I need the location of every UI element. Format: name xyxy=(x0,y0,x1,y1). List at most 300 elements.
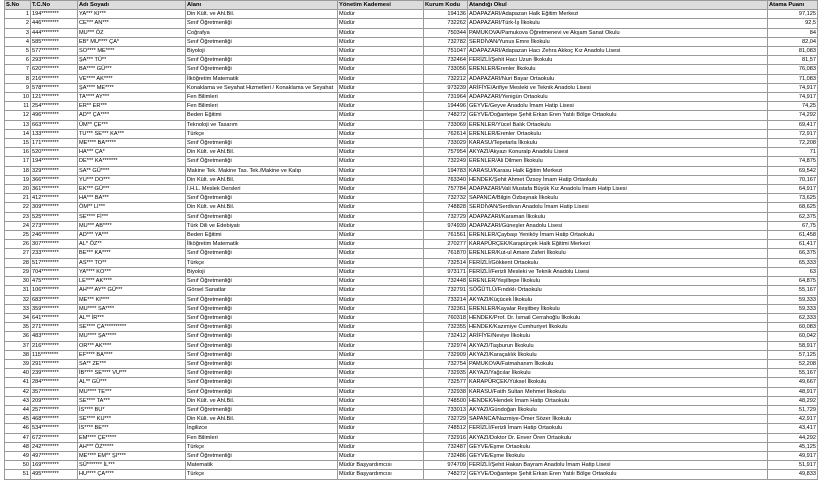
cell-assigned-school: AKYAZI/Akyazı Konuralp Anadolu Lisesi xyxy=(468,148,768,157)
cell-score: 68,625 xyxy=(768,203,818,212)
cell-tcno: 216******** xyxy=(31,74,78,83)
cell-institution-code: 732361 xyxy=(424,304,468,313)
cell-institution-code: 732916 xyxy=(424,433,468,442)
cell-assigned-school: FERİZLİ/Gökkent Ortaokulu xyxy=(468,258,768,267)
table-row xyxy=(5,203,818,212)
cell-name: SE**** Fİ*** xyxy=(78,212,186,221)
cell-score: 62,333 xyxy=(768,313,818,322)
cell-field: Sınıf Öğretmenliği xyxy=(186,323,338,332)
cell-score: 64,917 xyxy=(768,185,818,194)
header-name: Adı Soyadı xyxy=(78,1,186,10)
cell-sno: 6 xyxy=(5,56,31,65)
cell-role: Müdür xyxy=(338,304,424,313)
cell-institution-code: 763340 xyxy=(424,175,468,184)
table-row xyxy=(5,19,818,28)
cell-role: Müdür xyxy=(338,415,424,424)
cell-tcno: 366******** xyxy=(31,175,78,184)
cell-institution-code: 194783 xyxy=(424,166,468,175)
cell-field: Sınıf Öğretmenliği xyxy=(186,249,338,258)
cell-role: Müdür xyxy=(338,267,424,276)
cell-score: 59,333 xyxy=(768,304,818,313)
cell-assigned-school: KARASU/Tepetarla İlkokulu xyxy=(468,139,768,148)
cell-score: 49,833 xyxy=(768,470,818,479)
table-row xyxy=(5,175,818,184)
table-row xyxy=(5,424,818,433)
cell-assigned-school: HENDEK/Kazımiye Cumhuriyet İlkokulu xyxy=(468,323,768,332)
cell-name: SA** GÜ**** xyxy=(78,166,186,175)
table-row xyxy=(5,37,818,46)
cell-field: İngilizce xyxy=(186,424,338,433)
cell-institution-code: 762614 xyxy=(424,129,468,138)
cell-sno: 31 xyxy=(5,286,31,295)
table-row xyxy=(5,359,818,368)
cell-sno: 12 xyxy=(5,111,31,120)
cell-name: MU*** ÖZ xyxy=(78,28,186,37)
appointment-table xyxy=(4,0,818,480)
cell-sno: 41 xyxy=(5,378,31,387)
cell-role: Müdür xyxy=(338,65,424,74)
cell-assigned-school: ADAPAZARI/Vali Mustafa Büyük Kız Anadolu İmam Hatip Lisesi xyxy=(468,185,768,194)
cell-tcno: 497******** xyxy=(31,451,78,460)
cell-name: MU**** ŞA***** xyxy=(78,332,186,341)
cell-field: Görsel Sanatlar xyxy=(186,286,338,295)
cell-name: VE**** AK**** xyxy=(78,74,186,83)
header-sno: S.No xyxy=(5,1,31,10)
cell-name: HU**** ÇA**** xyxy=(78,470,186,479)
table-row xyxy=(5,405,818,414)
cell-institution-code: 732412 xyxy=(424,332,468,341)
cell-assigned-school: ERENLER/Ali Dilmen İlkokulu xyxy=(468,157,768,166)
cell-score: 67,75 xyxy=(768,221,818,230)
cell-name: AL** GÜ*** xyxy=(78,378,186,387)
cell-sno: 1 xyxy=(5,10,31,19)
table-row xyxy=(5,93,818,102)
cell-sno: 49 xyxy=(5,451,31,460)
cell-sno: 7 xyxy=(5,65,31,74)
cell-sno: 25 xyxy=(5,231,31,240)
cell-score: 81,57 xyxy=(768,56,818,65)
cell-sno: 22 xyxy=(5,203,31,212)
cell-name: MU**** SA**** xyxy=(78,304,186,313)
cell-field: Sınıf Öğretmenliği xyxy=(186,332,338,341)
cell-assigned-school: GEYVE/Doğantepe Şehit Erkan Eren Yatılı Bölge Ortaokulu xyxy=(468,111,768,120)
cell-name: AD** ÇA**** xyxy=(78,111,186,120)
cell-sno: 48 xyxy=(5,442,31,451)
cell-sno: 30 xyxy=(5,277,31,286)
cell-name: CE*** AN*** xyxy=(78,19,186,28)
cell-score: 81,083 xyxy=(768,47,818,56)
cell-score: 61,458 xyxy=(768,231,818,240)
cell-score: 60,042 xyxy=(768,332,818,341)
cell-assigned-school: AKYAZI/Gündoğan İlkokulu xyxy=(468,405,768,414)
cell-field: Din Kült. ve Ahl.Bil. xyxy=(186,203,338,212)
table-row xyxy=(5,323,818,332)
cell-name: AL* ÖZ** xyxy=(78,240,186,249)
cell-institution-code: 733069 xyxy=(424,120,468,129)
cell-score: 74,25 xyxy=(768,102,818,111)
cell-sno: 10 xyxy=(5,93,31,102)
cell-assigned-school: GEYVE/Doğantepe Şehit Erkan Eren Yatılı Bölge Ortaokulu xyxy=(468,470,768,479)
table-row xyxy=(5,166,818,175)
cell-tcno: 284******** xyxy=(31,378,78,387)
cell-sno: 43 xyxy=(5,396,31,405)
cell-score: 97,125 xyxy=(768,10,818,19)
cell-name: YA**** KO*** xyxy=(78,267,186,276)
cell-sno: 13 xyxy=(5,120,31,129)
cell-institution-code: 270277 xyxy=(424,240,468,249)
cell-role: Müdür xyxy=(338,240,424,249)
cell-role: Müdür xyxy=(338,221,424,230)
table-row xyxy=(5,194,818,203)
cell-field: Din Kült. ve Ahl.Bil. xyxy=(186,148,338,157)
cell-role: Müdür xyxy=(338,102,424,111)
cell-name: İB**** SE**** VU*** xyxy=(78,369,186,378)
cell-tcno: 133******** xyxy=(31,129,78,138)
cell-institution-code: 974709 xyxy=(424,461,468,470)
cell-field: Din Kült. ve Ahl.Bil. xyxy=(186,415,338,424)
cell-sno: 47 xyxy=(5,433,31,442)
table-row xyxy=(5,286,818,295)
cell-score: 70,167 xyxy=(768,175,818,184)
cell-sno: 44 xyxy=(5,405,31,414)
cell-role: Müdür Başyardımcısı xyxy=(338,470,424,479)
cell-role: Müdür xyxy=(338,433,424,442)
cell-sno: 50 xyxy=(5,461,31,470)
cell-tcno: 641******** xyxy=(31,313,78,322)
cell-field: Sınıf Öğretmenliği xyxy=(186,369,338,378)
cell-role: Müdür xyxy=(338,350,424,359)
cell-assigned-school: SÖĞÜTLÜ/Fındıklı Ortaokulu xyxy=(468,286,768,295)
cell-name: EM**** ÇE***** xyxy=(78,433,186,442)
cell-name: AH*** ÖZ***** xyxy=(78,442,186,451)
cell-sno: 15 xyxy=(5,139,31,148)
table-row xyxy=(5,267,818,276)
cell-tcno: 672******** xyxy=(31,433,78,442)
cell-sno: 29 xyxy=(5,267,31,276)
table-row xyxy=(5,387,818,396)
cell-institution-code: 751047 xyxy=(424,47,468,56)
cell-assigned-school: HENDEK/Şehit Ahmet Özsoy İmam Hatip Ortaokulu xyxy=(468,175,768,184)
cell-assigned-school: AKYAZI/Doktor Dr. Enver Ören Ortaokulu xyxy=(468,433,768,442)
cell-role: Müdür xyxy=(338,194,424,203)
cell-tcno: 254******** xyxy=(31,102,78,111)
cell-field: Sınıf Öğretmenliği xyxy=(186,194,338,203)
cell-role: Müdür xyxy=(338,332,424,341)
table-row xyxy=(5,111,818,120)
cell-field: Makine Tek. Makine Tas. Tek./Makine ve Kalıp xyxy=(186,166,338,175)
cell-score: 76,083 xyxy=(768,65,818,74)
cell-tcno: 495******** xyxy=(31,470,78,479)
cell-tcno: 291******** xyxy=(31,359,78,368)
cell-sno: 19 xyxy=(5,175,31,184)
table-row xyxy=(5,185,818,194)
cell-field: Beden Eğitimi xyxy=(186,111,338,120)
cell-institution-code: 760318 xyxy=(424,313,468,322)
cell-field: Türkçe xyxy=(186,442,338,451)
cell-assigned-school: SERDİVAN/Yunus Emre İlkokulu xyxy=(468,37,768,46)
cell-tcno: 534******** xyxy=(31,424,78,433)
cell-field: İlköğretim Matematik xyxy=(186,74,338,83)
cell-field: Sınıf Öğretmenliği xyxy=(186,19,338,28)
cell-assigned-school: KARAPÜRÇEK/Yüksel İlkokulu xyxy=(468,378,768,387)
cell-institution-code: 732577 xyxy=(424,378,468,387)
cell-field: Sınıf Öğretmenliği xyxy=(186,405,338,414)
cell-name: BA**** GÜ*** xyxy=(78,65,186,74)
cell-role: Müdür xyxy=(338,396,424,405)
table-row xyxy=(5,212,818,221)
cell-name: SE**** TA*** xyxy=(78,396,186,405)
cell-tcno: 216******** xyxy=(31,341,78,350)
cell-assigned-school: AKYAZI/Taşburun İlkokulu xyxy=(468,341,768,350)
cell-tcno: 525******** xyxy=(31,212,78,221)
cell-tcno: 242******** xyxy=(31,442,78,451)
cell-sno: 40 xyxy=(5,369,31,378)
cell-score: 64,875 xyxy=(768,277,818,286)
cell-name: ER** ER*** xyxy=(78,102,186,111)
cell-score: 44,292 xyxy=(768,433,818,442)
cell-field: Türkçe xyxy=(186,470,338,479)
cell-role: Müdür xyxy=(338,37,424,46)
cell-sno: 32 xyxy=(5,295,31,304)
cell-institution-code: 732974 xyxy=(424,341,468,350)
cell-role: Müdür xyxy=(338,203,424,212)
cell-tcno: 171******** xyxy=(31,139,78,148)
header-role: Yönetim Kademesi xyxy=(338,1,424,10)
cell-assigned-school: ERENLER/Kut-ul Amare Zaferi İlkokulu xyxy=(468,249,768,258)
cell-assigned-school: ADAPAZARI/Adapazarı Hacı Zehra Akkoç Kız Anadolu Lisesi xyxy=(468,47,768,56)
table-row xyxy=(5,470,818,479)
cell-tcno: 517******** xyxy=(31,258,78,267)
cell-tcno: 209******** xyxy=(31,396,78,405)
cell-sno: 17 xyxy=(5,157,31,166)
cell-score: 57,125 xyxy=(768,350,818,359)
cell-assigned-school: ARİFİYE/Neviye İlkokulu xyxy=(468,332,768,341)
cell-sno: 9 xyxy=(5,83,31,92)
table-header-row xyxy=(5,1,818,10)
cell-name: MU**** TE*** xyxy=(78,387,186,396)
cell-field: Sınıf Öğretmenliği xyxy=(186,313,338,322)
cell-name: AL** İR*** xyxy=(78,313,186,322)
cell-name: AS*** TO** xyxy=(78,258,186,267)
cell-role: Müdür xyxy=(338,369,424,378)
cell-field: Fen Bilimleri xyxy=(186,433,338,442)
header-assigned-school: Atandığı Okul xyxy=(468,1,768,10)
cell-assigned-school: KARASU/Karasu Halk Eğitim Merkezi xyxy=(468,166,768,175)
cell-field: Sınıf Öğretmenliği xyxy=(186,277,338,286)
cell-institution-code: 974939 xyxy=(424,221,468,230)
cell-name: MU*** AB**** xyxy=(78,221,186,230)
cell-name: AH*** AY** GÜ*** xyxy=(78,286,186,295)
cell-assigned-school: SAPANCA/Nazmiye-Ömer Sözer İlkokulu xyxy=(468,415,768,424)
cell-assigned-school: ADAPAZARI/Adapazarı Halk Eğitim Merkezi xyxy=(468,10,768,19)
cell-field: Sınıf Öğretmenliği xyxy=(186,359,338,368)
cell-assigned-school: GEYVE/Geyve Anadolu İmam Hatip Lisesi xyxy=(468,102,768,111)
cell-institution-code: 733029 xyxy=(424,139,468,148)
cell-name: SO**** ME**** xyxy=(78,47,186,56)
cell-score: 51,729 xyxy=(768,405,818,414)
cell-role: Müdür xyxy=(338,185,424,194)
cell-score: 69,542 xyxy=(768,166,818,175)
cell-sno: 18 xyxy=(5,166,31,175)
cell-tcno: 329******** xyxy=(31,166,78,175)
cell-field: Sınıf Öğretmenliği xyxy=(186,56,338,65)
cell-score: 42,917 xyxy=(768,415,818,424)
cell-tcno: 115******** xyxy=(31,350,78,359)
table-row xyxy=(5,120,818,129)
cell-tcno: 577******** xyxy=(31,47,78,56)
cell-assigned-school: PAMUKOVA/Fatmahanım İlkokulu xyxy=(468,359,768,368)
cell-assigned-school: SERDİVAN/Serdivan Anadolu İmam Hatip Lisesi xyxy=(468,203,768,212)
table-row xyxy=(5,249,818,258)
table-row xyxy=(5,231,818,240)
cell-score: 74,917 xyxy=(768,83,818,92)
table-row xyxy=(5,378,818,387)
cell-field: Matematik xyxy=(186,461,338,470)
cell-name: LE**** AK**** xyxy=(78,277,186,286)
cell-role: Müdür xyxy=(338,28,424,37)
cell-field: İ.H.L. Meslek Dersleri xyxy=(186,185,338,194)
cell-sno: 21 xyxy=(5,194,31,203)
cell-score: 74,292 xyxy=(768,111,818,120)
cell-role: Müdür xyxy=(338,83,424,92)
cell-tcno: 357******** xyxy=(31,387,78,396)
cell-role: Müdür xyxy=(338,451,424,460)
cell-sno: 5 xyxy=(5,47,31,56)
cell-sno: 20 xyxy=(5,185,31,194)
cell-score: 65,333 xyxy=(768,258,818,267)
cell-role: Müdür xyxy=(338,74,424,83)
cell-name: EB* MU**** ÇA* xyxy=(78,37,186,46)
cell-role: Müdür xyxy=(338,249,424,258)
cell-field: Coğrafya xyxy=(186,28,338,37)
table-row xyxy=(5,65,818,74)
cell-sno: 37 xyxy=(5,341,31,350)
cell-score: 92,5 xyxy=(768,19,818,28)
cell-sno: 39 xyxy=(5,359,31,368)
cell-institution-code: 748828 xyxy=(424,203,468,212)
cell-institution-code: 732448 xyxy=(424,277,468,286)
cell-sno: 27 xyxy=(5,249,31,258)
cell-field: Sınıf Öğretmenliği xyxy=(186,350,338,359)
cell-sno: 24 xyxy=(5,221,31,230)
cell-institution-code: 732729 xyxy=(424,415,468,424)
cell-assigned-school: ERENLER/Kayalar Reşitbey İlkokulu xyxy=(468,304,768,313)
cell-sno: 23 xyxy=(5,212,31,221)
cell-sno: 51 xyxy=(5,470,31,479)
cell-assigned-school: ERENLER/Yücel Balık Ortaokulu xyxy=(468,120,768,129)
table-row xyxy=(5,129,818,138)
cell-role: Müdür xyxy=(338,212,424,221)
table-row xyxy=(5,102,818,111)
cell-field: Din Kült. ve Ahl.Bil. xyxy=(186,175,338,184)
cell-name: ÖM** LI*** xyxy=(78,203,186,212)
cell-institution-code: 732487 xyxy=(424,442,468,451)
cell-tcno: 496******** xyxy=(31,111,78,120)
cell-name: SA** ZE*** xyxy=(78,359,186,368)
cell-score: 60,083 xyxy=(768,323,818,332)
cell-role: Müdür xyxy=(338,442,424,451)
cell-tcno: 468******** xyxy=(31,415,78,424)
cell-institution-code: 732938 xyxy=(424,387,468,396)
cell-institution-code: 732262 xyxy=(424,19,468,28)
cell-role: Müdür xyxy=(338,359,424,368)
cell-institution-code: 732355 xyxy=(424,323,468,332)
table-row xyxy=(5,240,818,249)
cell-assigned-school: AKYAZI/Küçücek İlkokulu xyxy=(468,295,768,304)
cell-name: İS**** BU* xyxy=(78,405,186,414)
table-row xyxy=(5,221,818,230)
cell-score: 52,208 xyxy=(768,359,818,368)
cell-sno: 28 xyxy=(5,258,31,267)
cell-role: Müdür xyxy=(338,56,424,65)
cell-role: Müdür xyxy=(338,175,424,184)
cell-role: Müdür xyxy=(338,405,424,414)
cell-role: Müdür xyxy=(338,341,424,350)
cell-score: 84 xyxy=(768,28,818,37)
cell-sno: 11 xyxy=(5,102,31,111)
cell-institution-code: 733013 xyxy=(424,405,468,414)
cell-role: Müdür xyxy=(338,378,424,387)
cell-institution-code: 732782 xyxy=(424,37,468,46)
cell-sno: 36 xyxy=(5,332,31,341)
cell-field: Din Kült. ve Ahl.Bil. xyxy=(186,396,338,405)
cell-name: AD*** YA*** xyxy=(78,231,186,240)
header-score: Atama Puanı xyxy=(768,1,818,10)
cell-field: Fen Bilimleri xyxy=(186,93,338,102)
cell-tcno: 307******** xyxy=(31,240,78,249)
cell-score: 59,333 xyxy=(768,295,818,304)
cell-name: DE*** KA******* xyxy=(78,157,186,166)
table-row xyxy=(5,415,818,424)
cell-institution-code: 757954 xyxy=(424,148,468,157)
cell-field: Sınıf Öğretmenliği xyxy=(186,37,338,46)
cell-field: Türkçe xyxy=(186,129,338,138)
table-row xyxy=(5,258,818,267)
cell-score: 48,917 xyxy=(768,387,818,396)
table-row xyxy=(5,139,818,148)
cell-field: İlköğretim Matematik xyxy=(186,240,338,249)
cell-sno: 46 xyxy=(5,424,31,433)
cell-tcno: 704******** xyxy=(31,267,78,276)
cell-field: Biyoloji xyxy=(186,47,338,56)
cell-tcno: 293******** xyxy=(31,56,78,65)
cell-name: ME**** BA***** xyxy=(78,139,186,148)
cell-name: ŞA**** ME**** xyxy=(78,83,186,92)
cell-sno: 34 xyxy=(5,313,31,322)
cell-assigned-school: KARASU/Fatih Sultan Mehmet İlkokulu xyxy=(468,387,768,396)
cell-role: Müdür xyxy=(338,93,424,102)
table-row xyxy=(5,148,818,157)
cell-role: Müdür xyxy=(338,323,424,332)
cell-institution-code: 732514 xyxy=(424,258,468,267)
cell-tcno: 359******** xyxy=(31,304,78,313)
cell-sno: 38 xyxy=(5,350,31,359)
cell-assigned-school: ADAPAZARI/Yenigün Ortaokulu xyxy=(468,93,768,102)
cell-role: Müdür xyxy=(338,157,424,166)
cell-tcno: 444******** xyxy=(31,28,78,37)
cell-role: Müdür xyxy=(338,148,424,157)
cell-role: Müdür xyxy=(338,129,424,138)
cell-name: SE**** KU*** xyxy=(78,415,186,424)
table-body xyxy=(5,10,818,479)
cell-score: 74,917 xyxy=(768,93,818,102)
table-row xyxy=(5,83,818,92)
table-row xyxy=(5,277,818,286)
cell-score: 55,167 xyxy=(768,369,818,378)
cell-institution-code: 748500 xyxy=(424,396,468,405)
cell-tcno: 169******** xyxy=(31,461,78,470)
cell-tcno: 361******** xyxy=(31,185,78,194)
